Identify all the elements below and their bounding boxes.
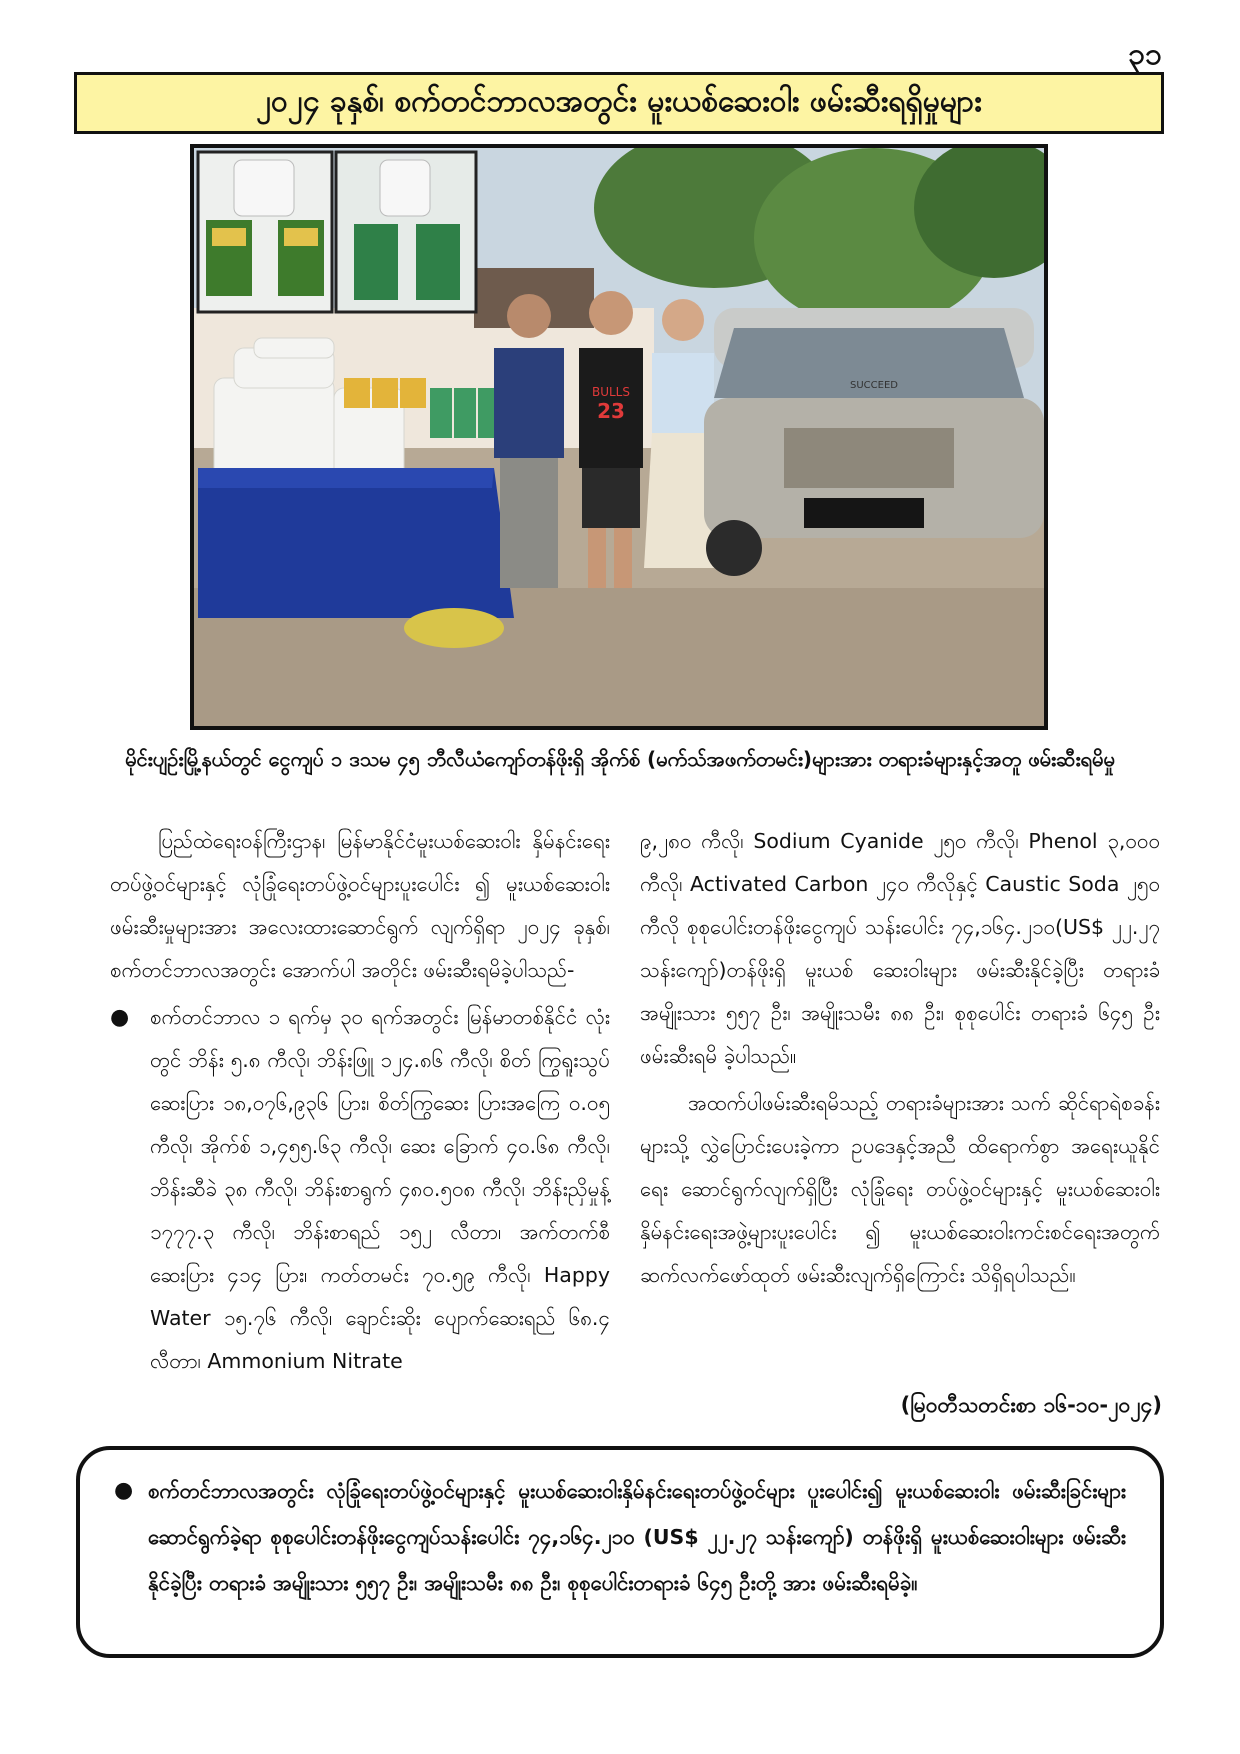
bullet-paragraph: စက်တင်ဘာလ ၁ ရက်မှ ၃၀ ရက်အတွင်း မြန်မာတစ်နိုင်ငံ လုံးတွင် ဘိန်း ၅.၈ ကီလို၊ ဘိန်းဖြူ ၁၂၄.၈၆ ကီလို၊ စိတ် ကြွရူးသွပ်ဆေးပြား ၁၈,၀၇၆,၉၃၆ ပြား၊ စိတ်ကြွဆေး ပြားအကြေ ၀.၀၅ ကီလို၊ အိုက်စ် ၁,၄၅၅.၆၃ ကီလို၊ ဆေး ခြောက် ၄၀.၆၈ ကီလို၊ ဘိန်းဆီခဲ ၃၈ ကီလို၊ ဘိန်းစာရွက် ၄၈၀.၅၀၈ ကီလို၊ ဘိန်းညှိမှုန့် ၁၇၇၇.၃ ကီလို၊ ဘိန်းစာရည် ၁၅၂ လီတာ၊ အက်တက်စီဆေးပြား ၄၁၄ ပြား၊ ကတ်တမင်း ၇၀.၅၉ ကီလို၊ Happy Water ၁၅.၇၆ ကီလို၊ ချောင်းဆိုး ပျောက်ဆေးရည် ၆၈.၄ လီတာ၊ Ammonium Nitrate	[150, 1005, 610, 1373]
bullet-dot-icon: ●	[110, 1005, 130, 1030]
bullet-item	[110, 996, 610, 1383]
right-paragraph-2: အထက်ပါဖမ်းဆီးရမိသည့် တရားခံများအား သက် ဆိုင်ရာရဲစခန်းများသို့ လွှဲပြောင်းပေးခဲ့ကာ ဥပဒေနှင့်အညီ ထိရောက်စွာ အရေးယူနိုင်ရေး ဆောင်ရွက်လျက်ရှိပြီး လုံခြုံရေး တပ်ဖွဲ့ဝင်များနှင့် မူးယစ်ဆေးဝါးနှိမ်နင်းရေးအဖွဲ့များပူးပေါင်း ၍ မူးယစ်ဆေးဝါးကင်းစင်ရေးအတွက် ဆက်လက်ဖော်ထုတ် ဖမ်းဆီးလျက်ရှိကြောင်း သိရှိရပါသည်။	[640, 1091, 1160, 1287]
seizure-photo	[190, 144, 1048, 730]
summary-text: စက်တင်ဘာလအတွင်း လုံခြုံရေးတပ်ဖွဲ့ဝင်များနှင့် မူးယစ်ဆေးဝါးနှိမ်နင်းရေးတပ်ဖွဲ့ဝင်များ ပူးပေါင်း၍ မူးယစ်ဆေးဝါး ဖမ်းဆီးခြင်းများဆောင်ရွက်ခဲ့ရာ စုစုပေါင်းတန်ဖိုးငွေကျပ်သန်းပေါင်း ၇၄,၁၆၄.၂၁၀ (US$ ၂၂.၂၇ သန်းကျော်) တန်ဖိုးရှိ မူးယစ်ဆေးဝါးများ ဖမ်းဆီးနိုင်ခဲ့ပြီး တရားခံ အမျိုးသား ၅၅၇ ဦး၊ အမျိုးသမီး ၈၈ ဦး၊ စုစုပေါင်းတရားခံ ၆၄၅ ဦးတို့ အား ဖမ်းဆီးရမိခဲ့။	[148, 1479, 1126, 1595]
jersey-brand-text: BULLS	[591, 385, 631, 399]
right-column	[640, 820, 1160, 1297]
car-badge-text: SUCCEED	[850, 380, 898, 391]
page-title: ၂၀၂၄ ခုနှစ်၊ စက်တင်ဘာလအတွင်း မူးယစ်ဆေးဝါး ဖမ်းဆီးရရှိမှုများ	[74, 72, 1164, 134]
summary-bullet-icon: ●	[114, 1478, 134, 1503]
source-citation: (မြဝတီသတင်းစာ ၁၆-၁၀-၂၀၂၄)	[900, 1393, 1162, 1417]
intro-paragraph: ပြည်ထဲရေးဝန်ကြီးဌာန၊ မြန်မာနိုင်ငံမူးယစ်ဆေးဝါး နှိမ်နင်းရေးတပ်ဖွဲ့ဝင်များနှင့် လုံခြုံရေးတပ်ဖွဲ့ဝင်များပူးပေါင်း ၍ မူးယစ်ဆေးဝါးဖမ်းဆီးမှုများအား အလေးထားဆောင်ရွက် လျက်ရှိရာ ၂၀၂၄ ခုနှစ်၊ စက်တင်ဘာလအတွင်း အောက်ပါ အတိုင်း ဖမ်းဆီးရမိခဲ့ပါသည်-	[110, 829, 610, 982]
jersey-number-text: 23	[597, 399, 625, 423]
right-paragraph-1: ၉,၂၈၀ ကီလို၊ Sodium Cyanide ၂၅၀ ကီလို၊ Phenol ၃,၀၀၀ ကီလို၊ Activated Carbon ၂၄၀ ကီလိုနှင့် Caustic Soda ၂၅၀ ကီလို စုစုပေါင်းတန်ဖိုးငွေကျပ် သန်းပေါင်း ၇၄,၁၆၄.၂၁၀(US$ ၂၂.၂၇ သန်းကျော်)တန်ဖိုးရှိ မူးယစ် ဆေးဝါးများ ဖမ်းဆီးနိုင်ခဲ့ပြီး တရားခံအမျိုးသား ၅၅၇ ဦး၊ အမျိုးသမီး ၈၈ ဦး၊ စုစုပေါင်း တရားခံ ၆၄၅ ဦး ဖမ်းဆီးရမိ ခဲ့ပါသည်။	[640, 829, 1160, 1068]
left-column	[110, 820, 610, 1383]
page-number: ၃၁	[1128, 37, 1162, 72]
summary-box	[76, 1446, 1164, 1658]
photo-caption: မိုင်းပျဉ်းမြို့နယ်တွင် ငွေကျပ် ၁ ဒသမ ၄၅ ဘီလီယံကျော်တန်ဖိုးရှိ အိုက်စ် (မက်သ်အဖက်တမင်း)များအား တရားခံများနှင့်အတူ ဖမ်းဆီးရမိမှု	[125, 747, 1115, 771]
